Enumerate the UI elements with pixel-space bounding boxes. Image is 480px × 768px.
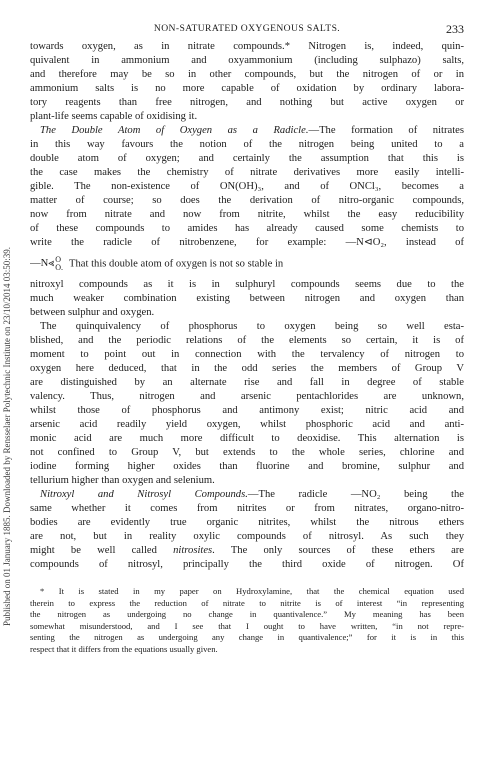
text-line: ammonium salts is no more capable of oxidation by ordinary labora- (30, 83, 464, 94)
section-heading-line (30, 124, 464, 138)
footnote-line: respect that it differs from the equations usually given. (30, 643, 218, 654)
term-nitrosites: nitrosites (173, 545, 213, 556)
footnote-line: senting the nitrogen as undergoing any change in quantivalence;” for it is in this (30, 632, 464, 642)
text-line: much weaker combination existing between nitrogen and oxygen than (30, 293, 464, 304)
page-number: 233 (446, 22, 464, 36)
text-line: towards oxygen, as in nitrate compounds.* Nitrogen is, indeed, quin- (30, 41, 464, 52)
text-run: —The formation of nitrates (308, 125, 464, 136)
text-line: oxygen here deduced, that in the odd series the members of Group V (30, 363, 464, 374)
text-line: arsenic acid readily yield oxygen, whilst phosphoric acid and anti- (30, 419, 464, 430)
side-stamp-svg (1, 30, 13, 630)
text-line: same whether it comes from nitrites or from nitrates, organo-nitro- (30, 503, 464, 514)
section-heading-line (30, 488, 464, 502)
text-line: of these compounds to amides has already caused some chemists to (30, 223, 464, 234)
text-line: iodine forming higher oxides than fluorine and bromine, sulphur and (30, 461, 464, 472)
text-line: compounds of nitrosyl, principally the third oxide of nitrogen. Of (30, 559, 464, 570)
footnote-separator (30, 572, 464, 586)
text-line: double atom of oxygen; and certainly the assumption that this is (30, 153, 464, 164)
formula-line (30, 250, 464, 278)
text-line: not confined to Group V, but extends to the whole series, chlorine and (30, 447, 464, 458)
text-line: plant-life seems capable of oxidising it. (30, 111, 198, 122)
footnote-line: * It is stated in my paper on Hydroxylamine, that the chemical equation used (40, 586, 464, 596)
nitroxyl-formula (30, 250, 63, 278)
section-heading-nitroxyl: Nitroxyl and Nitrosyl Compounds. (40, 489, 248, 500)
text-line: gible. The non-existence of ON(OH)₃, and of ONCl₃, becomes a (30, 181, 464, 192)
formula-bond: —N⪡ (30, 258, 55, 269)
text-line: blished, and the periodic relations of the elements so certain, it is of (30, 335, 464, 346)
text-line (30, 544, 464, 558)
text-line: now from nitrate and now from nitrite, whilst the easy reducibility (30, 209, 464, 220)
footnote-line: the nitrogen as undergoing no change in quantivalence.” My meaning has been (30, 609, 464, 619)
formula-oxygen-bottom: O. (55, 263, 64, 272)
text-line: monic acid are much more difficult to deoxidise. This alternation is (30, 433, 464, 444)
page-body (30, 40, 464, 655)
section-heading-double-atom: The Double Atom of Oxygen as a Radicle. (40, 125, 309, 136)
footnote-line: somewhat misunderstood, and I see that I ought to have written, “in not repre- (30, 620, 464, 631)
text-line: tory reagents than free nitrogen, and nothing but active oxygen or (30, 97, 464, 108)
text-run: —The radicle —NO₂ being the (247, 489, 464, 500)
text-run: That this double atom of oxygen is not so stable in (69, 258, 284, 270)
running-title: NON-SATURATED OXYGENOUS SALTS. (153, 23, 341, 34)
text-run: might be well called (30, 545, 174, 556)
side-download-stamp (1, 30, 13, 630)
text-line: tellurium higher than oxygen and selenium. (30, 475, 215, 486)
running-head (30, 23, 464, 39)
text-line: matter of course; so does the derivation of nitro-organic compounds, (30, 195, 464, 206)
text-line: write the radicle of nitrobenzene, for example: —N⊲O₂, instead of (30, 237, 464, 248)
text-line: whilst those of phosphorus and antimony exist; nitric acid and (30, 405, 464, 416)
text-line: in this way favours the notion of the nitrogen being united to a (30, 139, 464, 150)
text-line: and therefore may be so in other compounds, but the nitrogen of or in (30, 69, 464, 80)
text-line: are not, but in reality oxylic compounds of nitrosyl. As such they (30, 531, 464, 542)
text-line: nitroxyl compounds as it is in sulphuryl compounds seems due to the (30, 279, 464, 290)
text-line: moment to point out in connection with the tervalency of nitrogen to (30, 349, 464, 360)
text-line: The quinquivalency of phosphorus to oxygen being so well esta- (40, 321, 464, 332)
text-line: between sulphur and oxygen. (30, 307, 155, 318)
footnote-line: therein to express the reduction of nitrate to nitrite is of interest “in representing (30, 597, 464, 608)
formula-oxygen-top: O (55, 255, 62, 264)
text-line: bodies are evidently true organic nitrites, whilst the nitrous ethers (30, 517, 464, 528)
text-line: quivalent in ammonium and oxyammonium (including sulphazo) salts, (30, 55, 464, 66)
text-line: valency. Thus, nitrogen and arsenic pentachlorides are unknown, (30, 391, 464, 402)
formula-oxygen-stack (55, 256, 63, 272)
text-line: are distinguished by an alternate rise and fall in degree of stable (30, 377, 464, 388)
side-stamp-text: Published on 01 January 1885. Downloaded by Rensselaer Polytechnic Institute on 23/10/2014 03:50:39. (2, 247, 12, 626)
text-run: . The only sources of these ethers are (212, 545, 464, 556)
text-line: the case makes the chemistry of nitrate derivatives more easily intelli- (30, 167, 464, 178)
